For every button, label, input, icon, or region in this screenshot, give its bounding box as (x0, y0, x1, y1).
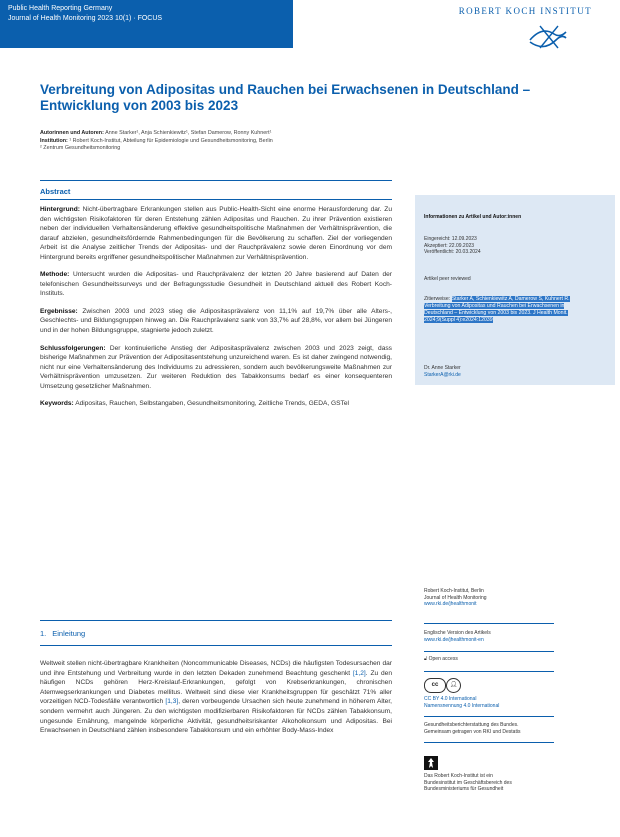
peer-reviewed: Artikel peer reviewed (424, 276, 471, 282)
contact-name: Dr. Anne Starker (424, 365, 461, 371)
date-submitted: Eingereicht: 12.09.2023 (424, 236, 477, 242)
citation-text[interactable]: Starker A, Schienkiewitz A, Damerow S, Kuhnert R. Verbreitung von Adipositas und Rauchen bei Erwachsenen in Deutschland – Entwicklung von 2003 bis 2023. J Health Monit. 2024;9(Suppl 4):e2024:12039 (424, 296, 570, 323)
center: ² Zentrum Gesundheitsmonitoring (40, 145, 121, 151)
english-version-link[interactable]: www.rki.de/jhealthmonit-en (424, 636, 484, 643)
journal-header-band (0, 0, 293, 48)
divider (424, 651, 554, 652)
authors-label: Autorinnen und Autoren: (40, 130, 104, 136)
federal-eagle-icon (424, 756, 438, 770)
article-meta (40, 130, 400, 153)
abstract-results: Ergebnisse: Zwischen 2003 und 2023 stieg die Adipositasprävalenz von 11,1% auf 19,7% über alle Alters-, Geschlechts- und Bildungsgruppen hinweg an. Die Rauchprävalenz sank von 33,7% auf 28,8%, vor allem bei Jüngeren und in der hohen Bildungsgruppe, stagnierte jedoch zuletzt. (40, 307, 392, 335)
article-title: Verbreitung von Adipositas und Rauchen bei Erwachsenen in Deutschland – Entwicklung von 2003 bis 2023 (40, 82, 531, 113)
contact-email[interactable]: StarkerA@rki.de (424, 371, 461, 378)
divider (40, 645, 392, 646)
rki-branding (459, 6, 592, 16)
abstract-conclusions: Schlussfolgerungen: Der kontinuierliche Anstieg der Adipositasprävalenz zwischen 2003 und 2023 zeigt, dass bisherige Maßnahmen zur Prävention der Adipositasentstehung unzureichend waren. Es ist daher zwingend notwendig, nicht nur eine Verhaltensänderung des Individuums zu adressieren, sondern auch bevölkerungsweite Maßnahmen zur Verhältnisprävention umzusetzen. Zur weiteren Reduktion des Tabakkonsums bedarf es einer konsequenteren Umsetzung gesetzlicher Maßnahmen. (40, 344, 392, 390)
open-access-icon: 🔓︎ (424, 656, 428, 662)
divider (40, 620, 392, 621)
english-version: Englische Version des Artikels www.rki.de/jhealthmonit-en (424, 630, 491, 643)
cc-by-icon: 👤︎ (446, 678, 461, 693)
open-access: 🔓︎ Open access (424, 656, 458, 662)
license: CC BY 4.0 International Namensnennung 4.0 International (424, 696, 500, 709)
funding: Gesundheitsberichterstattung des Bundes. Gemeinsam getragen von RKI und Destatis (424, 722, 521, 735)
section-title: Einleitung (52, 629, 86, 638)
institution-label: Institution: (40, 137, 68, 144)
intro-paragraph: Weltweit stellen nicht-übertragbare Krankheiten (Noncommunicable Diseases, NCDs) die häufigsten Todesursachen dar und ihre Entstehung und Verbreitung wurde in den letzten Dekaden zunehmend Beachtung geschenkt [1,2]. Zu den häufigen NCDs gehören Herz-Kreislauf-Erkrankungen, gefolgt von Krebserkrankungen, chronischen Atemwegserkrankungen und Diabetes mellitus. Weltweit sind diese vier Krankheitsgruppen für geschätzt 71% aller vorzeitigen NCD-Todesfälle verantwortlich [1,3], deren vorbeugende Ursachen sich heute zunehmend in höherem Alter, sondern vermehrt auch Jüngeren. Zu den wichtigsten modifizierbaren Risikofaktoren für NCDs zählen Tabakkonsum, ungesunde Ernährung, mangelnde körperliche Aktivität, gesundheitsriskanter Alkoholkonsum und Adipositas. Bei Erwachsenen in Deutschland zählen insbesondere Tabakkonsum und ein erhöhter Body-Mass-Index (40, 660, 392, 735)
journal-series: Public Health Reporting Germany (8, 5, 113, 12)
divider (424, 623, 554, 624)
contact (424, 365, 461, 378)
abstract-heading: Abstract (40, 187, 71, 196)
section-number: 1. (40, 629, 47, 638)
ministry-note: Das Robert Koch-Institut ist ein Bundesinstitut im Geschäftsbereich des Bundesministeriums für Gesundheit (424, 773, 512, 793)
dates (424, 236, 604, 256)
journal-issue: Journal of Health Monitoring 2023 10(1) · FOCUS (8, 15, 163, 22)
citation (424, 296, 574, 324)
cc-license-icon: cc (424, 678, 446, 693)
section-heading (40, 629, 91, 638)
abstract-keywords: Keywords: Adipositas, Rauchen, Selbstangaben, Gesundheitsmonitoring, Zeitliche Trends, GEDA, GSTel (40, 400, 349, 408)
divider (424, 742, 554, 743)
divider (40, 199, 392, 200)
info-title: Informationen zu Artikel und Autor:innen (424, 214, 522, 220)
authors: Anne Starker¹, Anja Schienkiewitz¹, Stefan Damerow, Ronny Kuhnert¹ (105, 130, 272, 136)
divider (424, 671, 554, 672)
abstract-method: Methode: Untersucht wurden die Adipositas- und Rauchprävalenz der letzten 20 Jahre basierend auf Daten der telefonischen Gesundheitssurveys und der Befragungsstudie Gesundheit in Deutschland aktuell des Robert Koch-Instituts. (40, 271, 392, 298)
citation-link[interactable]: [1,2] (352, 669, 366, 677)
license-link[interactable]: CC BY 4.0 International (424, 696, 477, 702)
rki-logo-icon (528, 22, 568, 52)
date-published: Veröffentlicht: 20.03.2024 (424, 249, 481, 256)
citation-link[interactable]: [1,3] (165, 698, 179, 706)
institute-name: ROBERT KOCH INSTITUT (458, 6, 592, 16)
citation-label: Zitierweise: (424, 296, 451, 302)
publisher: Robert Koch-Institut, Berlin Journal of Health Monitoring www.rki.de/jhealthmonit (424, 588, 487, 608)
divider (424, 716, 554, 717)
abstract-body (40, 205, 392, 417)
article-info-box (415, 195, 615, 385)
publisher-link[interactable]: www.rki.de/jhealthmonit (424, 601, 477, 608)
divider (40, 180, 392, 181)
date-accepted: Akzeptiert: 22.09.2023 (424, 242, 475, 249)
abstract-background: Hintergrund: Nicht-übertragbare Erkrankungen stellen aus Public-Health-Sicht eine enorme Herausforderung dar. Zu den wichtigsten Risikofaktoren für deren Entstehung zählen Adipositas und Rauchen. Zu ihrer Prävention existieren neben der individuellen Verhaltensänderung effektive gesundheitspolitische Maßnahmen der Verhältnisprävention, die darauf abzielen, gesundheitsfördernde Rahmenbedingungen für die Bevölkerung zu schaffen. Ziel der vorliegenden Arbeit ist die Analyse zeitlicher Trends der Adipositas- und der Rauchprävalenz sowie deren Einordnung vor dem Hintergrund bereits ergriffener gesundheitspolitischer Maßnahmen zur Verhältnisprävention. (40, 206, 392, 261)
institution: ¹ Robert Koch-Institut, Abteilung für Epidemiologie und Gesundheitsmonitoring, Berlin (69, 137, 273, 144)
